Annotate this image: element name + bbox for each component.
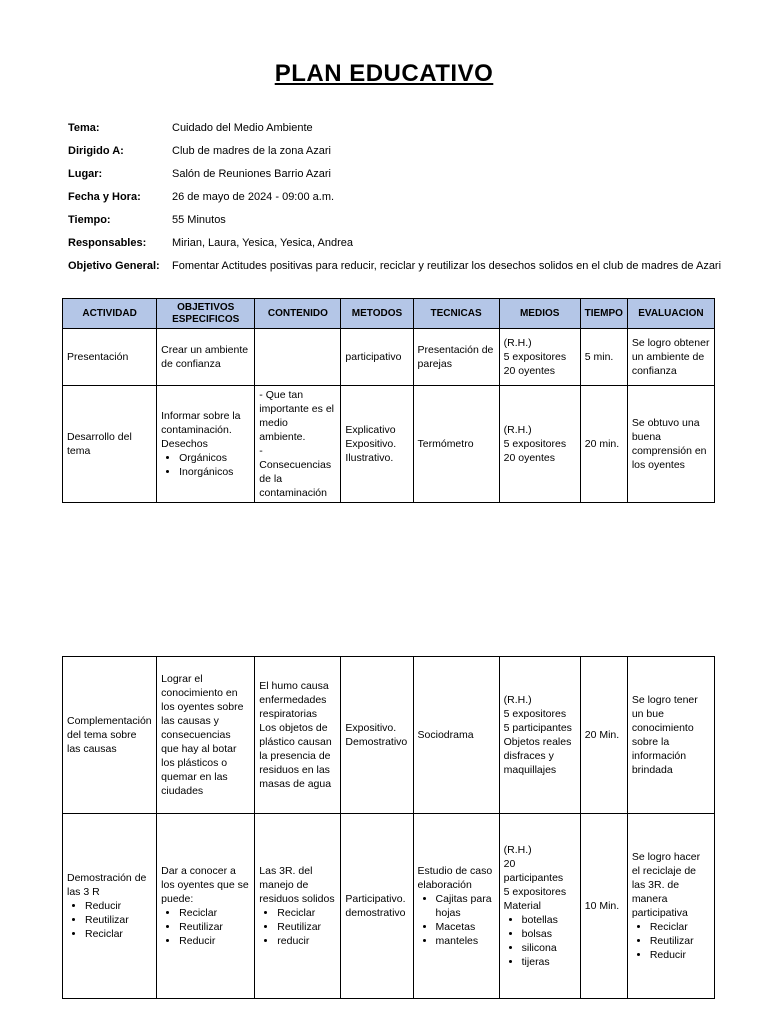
info-row-tiempo	[68, 213, 721, 236]
list-item: • Orgánicos	[179, 451, 250, 465]
medios-line: 20 participantes	[503, 858, 564, 884]
cell-tiempo: 20 Min.	[580, 657, 627, 814]
metodos-line: Expositivo.	[345, 722, 397, 734]
list-item: • bolsas	[522, 927, 576, 941]
list-item: • Reutilizar	[85, 913, 152, 927]
cell-contenido	[255, 657, 341, 814]
info-value: 55 Minutos	[172, 214, 226, 226]
metodos-line: Ilustrativo.	[345, 452, 394, 464]
medios-line: 20 oyentes	[503, 365, 556, 377]
info-value: 26 de mayo de 2024 - 09:00 a.m.	[172, 191, 335, 203]
cell-objetivos	[157, 814, 255, 999]
list-item: • manteles	[436, 934, 495, 948]
tecnicas-list	[418, 892, 495, 948]
header-metodos: METODOS	[341, 299, 413, 329]
info-label: Objetivo General:	[68, 260, 160, 272]
info-value: Salón de Reuniones Barrio Azari	[172, 168, 331, 180]
medios-line: (R.H.)	[503, 424, 532, 436]
medios-line: 5 participantes	[503, 722, 572, 734]
info-value: Club de madres de la zona Azari	[172, 145, 331, 157]
header-actividad: ACTIVIDAD	[63, 299, 157, 329]
table-row	[63, 329, 715, 386]
contenido-line: - Que tan importante es el medio ambiente.	[259, 389, 334, 443]
list-item: • botellas	[522, 913, 576, 927]
medios-list	[504, 913, 576, 969]
contenido-list	[259, 906, 336, 948]
medios-line: 20 oyentes	[503, 452, 556, 464]
header-tiempo: TIEMPO	[580, 299, 627, 329]
info-row-fecha	[68, 190, 721, 213]
list-item: • Reutilizar	[650, 934, 710, 948]
medios-line: 5 expositores	[503, 351, 567, 363]
metodos-line: demostrativo	[345, 907, 406, 919]
list-item: • Reciclar	[85, 927, 152, 941]
evaluacion-list	[632, 920, 710, 962]
objetivos-list	[161, 451, 250, 479]
table-row	[63, 386, 715, 503]
contenido-line: Los objetos de plástico causan la presencia de residuos en las masas de agua	[259, 722, 332, 790]
evaluacion-text: Se logro hacer el reciclaje de las 3R. de manera participativa	[631, 851, 701, 919]
info-row-responsables	[68, 236, 721, 259]
cell-actividad: Complementación del tema sobre las causas	[63, 657, 157, 814]
medios-line: 5 expositores	[503, 886, 567, 898]
cell-medios	[499, 386, 580, 503]
medios-line: (R.H.)	[503, 694, 532, 706]
actividad-text: Demostración de las 3 R	[67, 872, 147, 898]
objetivos-list	[161, 906, 250, 948]
medios-line: Material	[503, 900, 541, 912]
actividad-list	[67, 899, 152, 941]
cell-tecnicas: Sociodrama	[413, 657, 499, 814]
list-item: • Reducir	[650, 948, 710, 962]
list-item: • Reciclar	[650, 920, 710, 934]
info-row-objetivo	[68, 259, 721, 282]
cell-tiempo: 10 Min.	[580, 814, 627, 999]
list-item: • tijeras	[522, 955, 576, 969]
list-item: • Cajitas para hojas	[436, 892, 495, 920]
list-item: • Reutilizar	[277, 920, 336, 934]
header-tecnicas: TECNICAS	[413, 299, 499, 329]
medios-line: (R.H.)	[503, 844, 532, 856]
cell-evaluacion: Se logro tener un bue conocimiento sobre la información brindada	[627, 657, 714, 814]
metodos-line: Expositivo.	[345, 438, 397, 450]
contenido-line: El humo causa enfermedades respiratorias	[259, 680, 329, 720]
info-label: Responsables:	[68, 237, 147, 249]
info-label: Tema:	[68, 122, 100, 134]
cell-objetivos	[157, 386, 255, 503]
cell-tecnicas: Presentación de parejas	[413, 329, 499, 386]
info-value: Mirian, Laura, Yesica, Yesica, Andrea	[172, 237, 354, 249]
cell-tiempo: 20 min.	[580, 386, 627, 503]
page-title: PLAN EDUCATIVO	[274, 60, 494, 87]
cell-contenido	[255, 329, 341, 386]
list-item: • silicona	[522, 941, 576, 955]
cell-actividad	[63, 814, 157, 999]
cell-evaluacion: Se obtuvo una buena comprensión en los oyentes	[627, 386, 714, 503]
header-objetivos: OBJETIVOS ESPECIFICOS	[157, 299, 255, 329]
tecnicas-text: Estudio de caso elaboración	[417, 865, 493, 891]
plan-table-1	[62, 298, 715, 503]
plan-table-2	[62, 656, 715, 999]
cell-objetivos: Crear un ambiente de confianza	[157, 329, 255, 386]
medios-line: 5 expositores	[503, 438, 567, 450]
list-item: • Reciclar	[277, 906, 336, 920]
objetivos-text: Dar a conocer a los oyentes que se puede:	[161, 865, 249, 905]
table-row	[63, 814, 715, 999]
cell-medios	[499, 329, 580, 386]
cell-metodos: participativo	[341, 329, 413, 386]
list-item: • Reducir	[85, 899, 152, 913]
info-label: Dirigido A:	[68, 145, 124, 157]
cell-actividad: Presentación	[63, 329, 157, 386]
info-label: Tiempo:	[68, 214, 111, 226]
info-row-lugar	[68, 167, 721, 190]
objetivos-text: Informar sobre la contaminación. Desechos	[161, 410, 241, 450]
metodos-line: Explicativo	[345, 424, 396, 436]
cell-tecnicas: Termómetro	[413, 386, 499, 503]
header-medios: MEDIOS	[499, 299, 580, 329]
metodos-line: Demostrativo	[345, 736, 408, 748]
table-header-row	[63, 299, 715, 329]
list-item: • Reciclar	[179, 906, 250, 920]
header-evaluacion: EVALUACION	[627, 299, 714, 329]
info-row-tema	[68, 121, 721, 144]
medios-line: (R.H.)	[503, 337, 532, 349]
cell-objetivos: Lograr el conocimiento en los oyentes sobre las causas y consecuencias que hay al botar los plásticos o quemar en las ciudades	[157, 657, 255, 814]
cell-actividad: Desarrollo del tema	[63, 386, 157, 503]
cell-evaluacion	[627, 814, 714, 999]
cell-contenido	[255, 386, 341, 503]
cell-metodos	[341, 386, 413, 503]
cell-medios	[499, 814, 580, 999]
list-item: • Inorgánicos	[179, 465, 250, 479]
cell-evaluacion: Se logro obtener un ambiente de confianza	[627, 329, 714, 386]
list-item: • Reducir	[179, 934, 250, 948]
contenido-text: Las 3R. del manejo de residuos solidos	[259, 865, 335, 905]
cell-contenido	[255, 814, 341, 999]
info-label: Lugar:	[68, 168, 103, 180]
cell-tiempo: 5 min.	[580, 329, 627, 386]
info-row-dirigido	[68, 144, 721, 167]
list-item: • Reutilizar	[179, 920, 250, 934]
table-row	[63, 657, 715, 814]
cell-medios	[499, 657, 580, 814]
header-contenido: CONTENIDO	[255, 299, 341, 329]
metodos-line: Participativo.	[345, 893, 406, 905]
cell-tecnicas	[413, 814, 499, 999]
contenido-line: - Consecuencias de la contaminación	[259, 445, 332, 499]
info-value: Cuidado del Medio Ambiente	[172, 122, 313, 134]
medios-line: 5 expositores	[503, 708, 567, 720]
info-label: Fecha y Hora:	[68, 191, 141, 203]
list-item: • reducir	[277, 934, 336, 948]
info-section	[68, 121, 721, 282]
medios-line: Objetos reales disfraces y maquillajes	[503, 736, 572, 776]
cell-metodos	[341, 657, 413, 814]
list-item: • Macetas	[436, 920, 495, 934]
cell-metodos	[341, 814, 413, 999]
info-value: Fomentar Actitudes positivas para reducir, reciclar y reutilizar los desechos solidos en el club de madres de Azari	[172, 260, 722, 272]
